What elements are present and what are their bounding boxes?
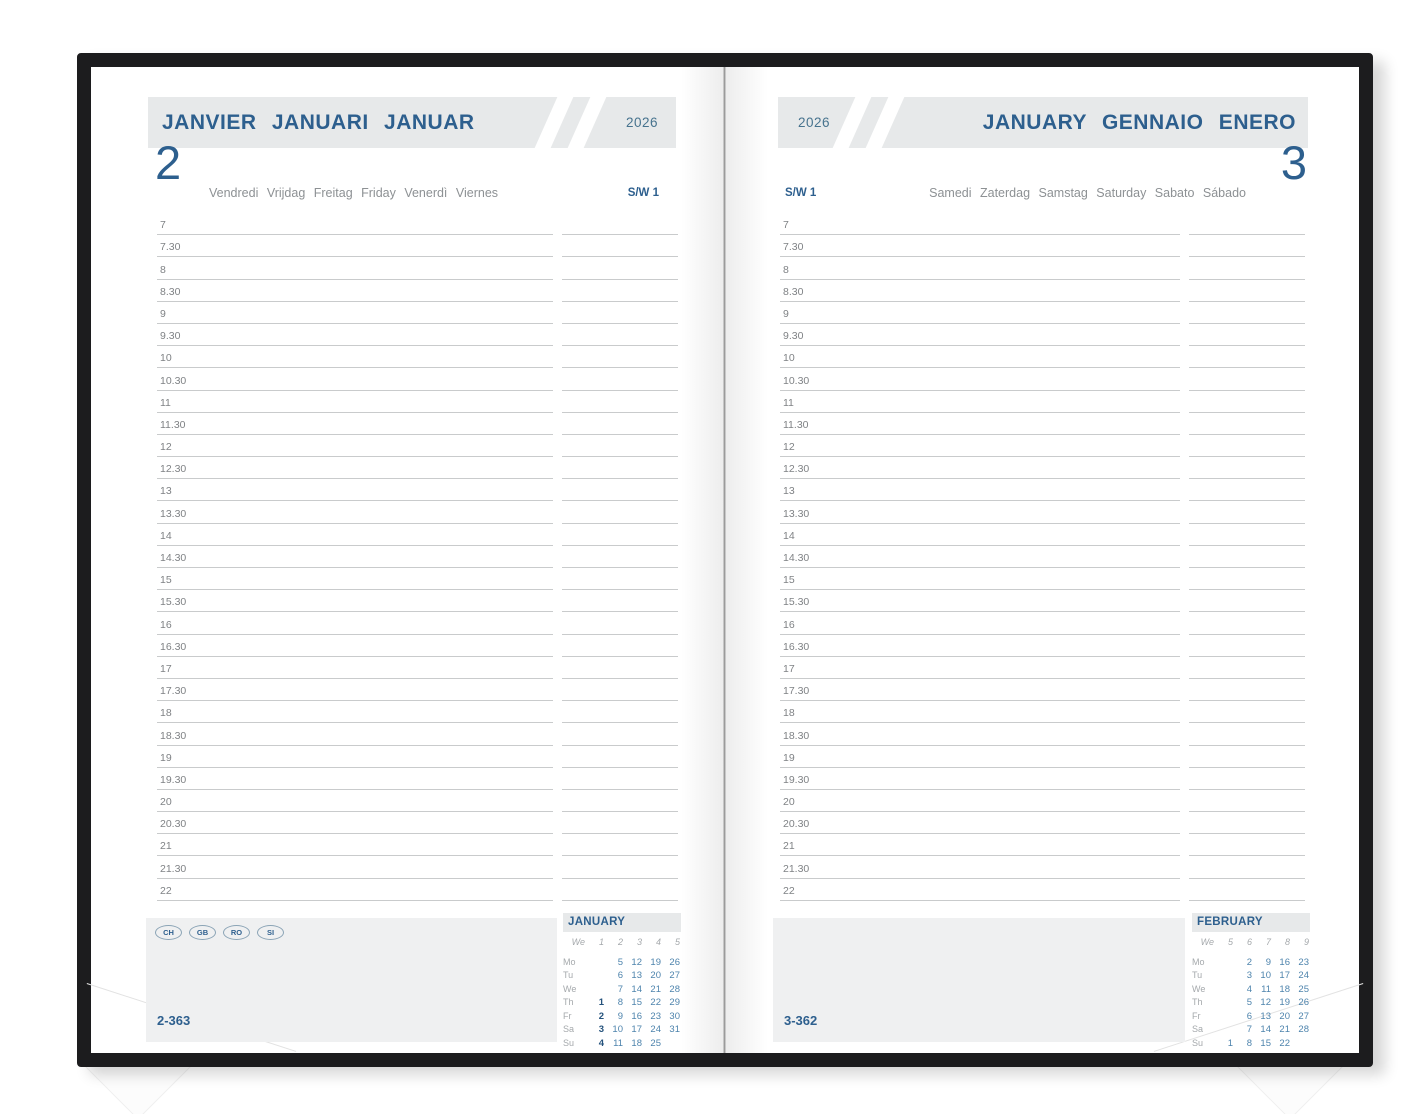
time-slot-row <box>157 568 678 590</box>
time-label: 18 <box>160 707 172 720</box>
time-label: 13.30 <box>160 507 187 520</box>
time-label: 15 <box>783 574 795 587</box>
date-cell <box>1214 983 1233 997</box>
time-slot-row <box>780 479 1305 501</box>
month-title-right: JANUARY GENNAIO ENERO <box>982 111 1296 134</box>
time-label: 20.30 <box>783 818 810 831</box>
mini-calendar-february <box>1192 913 1310 1050</box>
time-label: 22 <box>783 884 795 897</box>
date-cell: 3 <box>598 1024 604 1035</box>
mini-calendar-grid <box>1192 936 1310 1050</box>
time-label: 13 <box>783 485 795 498</box>
time-label: 17 <box>160 662 172 675</box>
time-label: 7.30 <box>783 241 804 254</box>
time-slot-row <box>157 524 678 546</box>
page-curve-shade-right <box>726 67 768 1053</box>
date-cell: 25 <box>650 1037 661 1049</box>
time-label: 14.30 <box>160 552 187 564</box>
time-slot-row <box>157 391 678 413</box>
time-label: 18 <box>783 707 795 720</box>
time-slot-row <box>780 590 1305 612</box>
weekday-label: Th <box>1192 997 1203 1007</box>
time-slot-row <box>157 768 678 790</box>
date-cell <box>1214 969 1233 983</box>
date-cell: 14 <box>1260 1024 1271 1035</box>
date-cell: 18 <box>1279 983 1290 995</box>
date-cell <box>1214 1010 1233 1024</box>
time-label: 14 <box>783 529 795 542</box>
date-cell: 31 <box>669 1024 680 1035</box>
date-cell <box>1214 996 1233 1010</box>
time-label: 8.30 <box>783 285 804 298</box>
time-label: 10.30 <box>783 374 810 387</box>
weekday-label: Su <box>1192 1037 1204 1048</box>
date-cell: 12 <box>631 956 642 968</box>
time-label: 19 <box>783 751 795 764</box>
date-cell: 4 <box>598 1037 604 1049</box>
time-label: 9 <box>160 307 166 320</box>
date-cell: 14 <box>631 983 642 995</box>
time-slot-row <box>157 302 678 324</box>
weekday-label: Fr <box>1192 1010 1201 1021</box>
date-cell: 2 <box>598 1010 604 1022</box>
date-cell: 19 <box>1279 997 1290 1008</box>
time-slot-row <box>780 324 1305 346</box>
time-label: 15 <box>160 574 172 587</box>
time-label: 14 <box>160 529 172 542</box>
weekday-label: Tu <box>563 970 574 980</box>
time-schedule-right <box>780 213 1305 901</box>
time-slot-row <box>780 368 1305 390</box>
week-number-cell: 5 <box>674 937 680 947</box>
time-label: 16.30 <box>160 640 187 653</box>
time-slot-row <box>157 368 678 390</box>
time-slot-row <box>780 790 1305 812</box>
time-slot-row <box>780 723 1305 745</box>
time-label: 7 <box>783 219 789 232</box>
time-slot-row <box>780 435 1305 457</box>
time-slot-row <box>157 590 678 612</box>
weekday-label: We <box>1192 983 1206 994</box>
country-badge: RO <box>223 925 250 940</box>
time-label: 15.30 <box>160 596 187 609</box>
time-slot-row <box>157 612 678 634</box>
time-slot-row <box>780 612 1305 634</box>
time-label: 17.30 <box>783 685 810 698</box>
week-number-cell: 7 <box>1265 937 1271 947</box>
time-slot-row <box>157 546 678 568</box>
date-cell: 11 <box>1261 983 1271 995</box>
time-slot-row <box>157 746 678 768</box>
time-label: 9 <box>783 307 789 320</box>
time-slot-row <box>780 856 1305 878</box>
time-slot-row <box>780 679 1305 701</box>
time-slot-row <box>780 457 1305 479</box>
weekday-label: Su <box>563 1037 575 1048</box>
banner-stripe-icon <box>863 97 907 148</box>
time-slot-row <box>780 746 1305 768</box>
banner-stripe-icon <box>532 97 576 148</box>
date-cell: 26 <box>669 956 680 968</box>
date-cell: 22 <box>1279 1037 1290 1049</box>
date-cell: 28 <box>1298 1024 1309 1035</box>
mini-calendar-title: FEBRUARY <box>1192 913 1310 932</box>
time-label: 9.30 <box>783 330 804 343</box>
date-cell: 28 <box>669 983 680 995</box>
time-label: 13 <box>160 485 172 498</box>
week-number-label-right: S/W 1 <box>785 187 817 199</box>
date-cell: 13 <box>631 970 642 981</box>
time-schedule-left <box>157 213 678 901</box>
date-cell: 17 <box>1279 970 1290 981</box>
date-cell: 4 <box>1246 983 1252 995</box>
month-title-left: JANVIER JANUARI JANUAR <box>162 111 475 134</box>
time-label: 9.30 <box>160 330 181 343</box>
time-label: 11.30 <box>160 418 186 431</box>
time-slot-row <box>780 346 1305 368</box>
weekday-label: Mo <box>1192 956 1205 967</box>
time-slot-row <box>157 657 678 679</box>
time-label: 12 <box>160 441 172 454</box>
date-cell: 13 <box>1260 1010 1271 1022</box>
time-label: 19.30 <box>783 773 810 786</box>
date-cell: 1 <box>598 997 604 1008</box>
weekday-label: Th <box>563 997 574 1007</box>
time-label: 18.30 <box>783 729 810 742</box>
date-cell: 7 <box>617 983 623 995</box>
time-slot-row <box>780 501 1305 523</box>
mini-calendar-title: JANUARY <box>563 913 681 932</box>
date-cell: 8 <box>617 997 623 1008</box>
time-slot-row <box>780 302 1305 324</box>
date-cell: 19 <box>650 956 661 968</box>
ruled-line <box>780 900 1180 901</box>
date-cell: 15 <box>1260 1037 1271 1049</box>
date-cell: 5 <box>617 956 623 968</box>
time-slot-row <box>157 635 678 657</box>
country-badge: GB <box>189 925 216 940</box>
day-number-left: 2 <box>155 136 182 189</box>
day-names-left: Vendredi Vrijdag Freitag Friday Venerdì Viernes <box>209 186 499 200</box>
time-slot-row <box>780 280 1305 302</box>
time-label: 21.30 <box>783 862 810 875</box>
time-slot-row <box>157 479 678 501</box>
page-number-right: 3-362 <box>784 1013 818 1028</box>
book-spine <box>723 67 726 1053</box>
date-cell <box>1214 1023 1233 1037</box>
weekday-label: Sa <box>563 1024 575 1034</box>
week-number-cell: We <box>1200 937 1214 947</box>
time-slot-row <box>157 501 678 523</box>
country-badge: CH <box>155 925 182 940</box>
weekday-label: Sa <box>1192 1024 1204 1034</box>
time-slot-row <box>157 856 678 878</box>
time-label: 18.30 <box>160 729 187 742</box>
date-cell: 10 <box>1260 970 1271 981</box>
time-label: 20 <box>160 796 172 809</box>
time-label: 14.30 <box>783 552 810 564</box>
week-number-label-left: S/W 1 <box>627 187 659 199</box>
date-cell: 20 <box>1279 1010 1290 1022</box>
day-names-right: Samedi Zaterdag Samstag Saturday Sabato Sábado <box>929 186 1246 200</box>
time-label: 21 <box>783 840 795 853</box>
date-cell: 29 <box>669 997 680 1008</box>
time-slot-row <box>780 257 1305 279</box>
date-cell: 23 <box>1298 956 1309 968</box>
week-number-cell: 4 <box>655 937 661 947</box>
time-slot-row <box>780 568 1305 590</box>
time-slot-row <box>157 790 678 812</box>
time-slot-row <box>780 657 1305 679</box>
time-slot-row <box>780 879 1305 901</box>
date-cell: 11 <box>613 1037 623 1049</box>
time-label: 11.30 <box>783 418 809 431</box>
date-cell: 9 <box>617 1010 623 1022</box>
date-cell: 30 <box>669 1010 680 1022</box>
time-label: 8 <box>160 263 166 276</box>
week-number-cell: 9 <box>1303 937 1309 947</box>
time-slot-row <box>157 723 678 745</box>
date-cell: 7 <box>1246 1024 1252 1035</box>
date-cell: 26 <box>1298 997 1309 1008</box>
date-cell: 16 <box>1279 956 1290 968</box>
weekday-label: Tu <box>1192 970 1203 980</box>
date-cell: 3 <box>1246 970 1252 981</box>
date-cell: 24 <box>1298 970 1309 981</box>
time-slot-row <box>157 879 678 901</box>
week-number-cell: 8 <box>1284 937 1290 947</box>
time-slot-row <box>157 213 678 235</box>
date-cell: 12 <box>1260 997 1271 1008</box>
time-label: 16.30 <box>783 640 810 653</box>
date-cell: 24 <box>650 1024 661 1035</box>
ruled-line-margin <box>1189 900 1305 901</box>
ruled-line <box>157 900 553 901</box>
time-slot-row <box>780 235 1305 257</box>
month-banner-left <box>148 97 676 148</box>
time-label: 20 <box>783 796 795 809</box>
week-number-cell: We <box>571 937 585 947</box>
time-label: 8.30 <box>160 285 181 298</box>
date-cell: 10 <box>612 1024 623 1035</box>
date-cell <box>661 1037 680 1051</box>
date-cell: 25 <box>1298 983 1309 995</box>
time-slot-row <box>780 635 1305 657</box>
mini-calendar-grid <box>563 936 681 1050</box>
time-label: 16 <box>160 618 172 631</box>
time-label: 16 <box>783 618 795 631</box>
time-slot-row <box>780 546 1305 568</box>
time-slot-row <box>157 812 678 834</box>
date-cell <box>1290 1037 1309 1051</box>
date-cell: 17 <box>631 1024 642 1035</box>
week-number-cell: 3 <box>636 937 642 947</box>
time-label: 12 <box>783 441 795 454</box>
notes-area-left <box>146 918 557 1042</box>
page-number-left: 2-363 <box>157 1013 191 1028</box>
week-number-cell: 6 <box>1246 937 1252 947</box>
time-slot-row <box>157 235 678 257</box>
time-slot-row <box>780 413 1305 435</box>
time-label: 15.30 <box>783 596 810 609</box>
diary-open-spread <box>77 53 1373 1067</box>
weekday-label: Mo <box>563 956 576 967</box>
time-label: 20.30 <box>160 818 187 831</box>
weekday-label: We <box>563 983 577 994</box>
weekday-label: Fr <box>563 1010 572 1021</box>
banner-stripe-icon <box>830 97 874 148</box>
date-cell: 15 <box>631 997 642 1008</box>
time-label: 13.30 <box>783 507 810 520</box>
time-label: 7 <box>160 219 166 232</box>
time-label: 8 <box>783 263 789 276</box>
year-label-right: 2026 <box>798 115 831 130</box>
time-slot-row <box>780 213 1305 235</box>
day-number-right: 3 <box>1280 136 1307 189</box>
banner-stripe-icon <box>565 97 609 148</box>
time-label: 21.30 <box>160 862 187 875</box>
date-cell: 20 <box>650 970 661 981</box>
time-slot-row <box>157 280 678 302</box>
time-label: 19.30 <box>160 773 187 786</box>
time-label: 22 <box>160 884 172 897</box>
notes-area-right <box>773 918 1185 1042</box>
date-cell <box>585 983 604 997</box>
month-banner-right <box>778 97 1308 148</box>
time-label: 11 <box>783 396 794 409</box>
date-cell: 5 <box>1246 997 1252 1008</box>
date-cell: 27 <box>1298 1010 1309 1022</box>
time-slot-row <box>780 834 1305 856</box>
time-slot-row <box>157 701 678 723</box>
time-slot-row <box>780 812 1305 834</box>
date-cell <box>585 956 604 970</box>
country-badges <box>155 925 284 940</box>
week-number-cell: 5 <box>1227 937 1233 947</box>
time-slot-row <box>780 391 1305 413</box>
date-cell: 23 <box>650 1010 661 1022</box>
time-label: 17 <box>783 662 795 675</box>
time-slot-row <box>157 413 678 435</box>
time-slot-row <box>780 768 1305 790</box>
date-cell: 1 <box>1227 1037 1233 1049</box>
time-slot-row <box>157 324 678 346</box>
page-curve-shade-left <box>681 67 723 1053</box>
date-cell: 6 <box>617 970 623 981</box>
date-cell: 27 <box>669 970 680 981</box>
date-cell: 18 <box>631 1037 642 1049</box>
time-label: 19 <box>160 751 172 764</box>
date-cell: 6 <box>1246 1010 1252 1022</box>
time-label: 17.30 <box>160 685 187 698</box>
time-label: 10 <box>783 352 795 365</box>
date-cell: 9 <box>1265 956 1271 968</box>
date-cell: 22 <box>650 997 661 1008</box>
date-cell: 21 <box>1279 1024 1290 1035</box>
week-number-cell: 2 <box>617 937 623 947</box>
time-label: 7.30 <box>160 241 181 254</box>
time-label: 10.30 <box>160 374 187 387</box>
time-slot-row <box>157 834 678 856</box>
date-cell <box>1214 956 1233 970</box>
time-label: 12.30 <box>160 463 187 476</box>
time-slot-row <box>157 257 678 279</box>
date-cell: 2 <box>1246 956 1252 968</box>
country-badge: SI <box>257 925 284 940</box>
ruled-line-margin <box>562 900 678 901</box>
date-cell <box>585 969 604 983</box>
time-slot-row <box>780 524 1305 546</box>
time-slot-row <box>157 679 678 701</box>
time-slot-row <box>157 435 678 457</box>
time-label: 12.30 <box>783 463 810 476</box>
time-slot-row <box>157 457 678 479</box>
time-label: 10 <box>160 352 172 365</box>
time-label: 21 <box>160 840 172 853</box>
date-cell: 21 <box>650 983 661 995</box>
year-label-left: 2026 <box>625 115 658 130</box>
week-number-cell: 1 <box>598 937 604 947</box>
date-cell: 16 <box>631 1010 642 1022</box>
mini-calendar-january <box>563 913 681 1050</box>
time-slot-row <box>157 346 678 368</box>
time-label: 11 <box>160 396 171 409</box>
time-slot-row <box>780 701 1305 723</box>
date-cell: 8 <box>1246 1037 1252 1049</box>
